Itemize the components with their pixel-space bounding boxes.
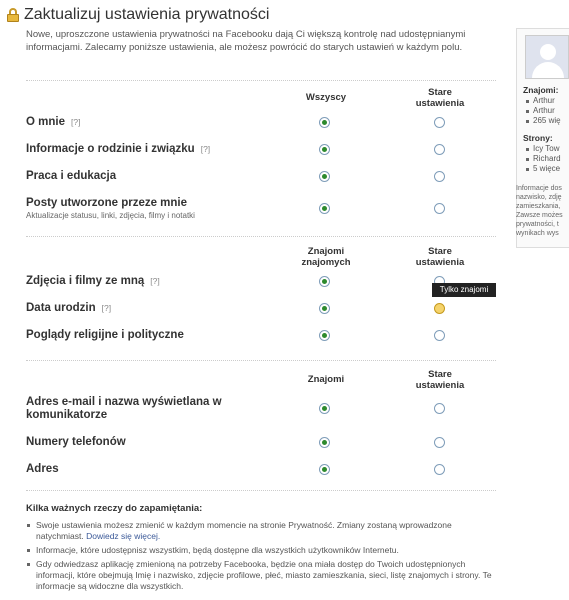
row-about-me: O mnie [?] xyxy=(26,116,81,128)
friend-item[interactable]: Arthur xyxy=(525,96,561,106)
row-sub-text: Aktualizacje statusu, linki, zdjęcia, filmy i notatki xyxy=(26,211,195,220)
row-religious-political: Poglądy religijne i polityczne xyxy=(26,329,184,341)
radio-address-friends[interactable] xyxy=(319,464,330,475)
radio-email-old[interactable] xyxy=(434,403,445,414)
help-link[interactable]: [?] xyxy=(70,117,81,127)
tooltip: Tylko znajomi xyxy=(432,283,496,297)
radio-posts-old[interactable] xyxy=(434,203,445,214)
radio-address-old[interactable] xyxy=(434,464,445,475)
radio-religious-old[interactable] xyxy=(434,330,445,341)
note-item: Informacje, które udostępnisz wszystkim, będą dostępne dla wszystkich użytkowników Internetu. xyxy=(26,545,496,556)
radio-family-everyone[interactable] xyxy=(319,144,330,155)
intro-text: Nowe, uproszczone ustawienia prywatności na Facebooku dają Ci większą kontrolę nad udostępnianymi informacjami. Zalecamy poniższe ustawienia, ale możesz powrócić do starych ustawień w każdym polu. xyxy=(26,29,466,53)
note-item: Swoje ustawienia możesz zmienić w każdym momencie na stronie Prywatność. Zmiany zostaną wprowadzone natychmiast. Dowiedz się więcej. xyxy=(26,520,496,542)
page-item[interactable]: 5 więce xyxy=(525,164,561,174)
note-item: Gdy odwiedzasz aplikację zmienioną na potrzeby Facebooka, będzie ona miała dostęp do Twoich udostępnionych informacji, które obejmują Imię i nazwisko, zdjęcie profilowe, płeć, miasto zamieszkania, sieci, listę znajomych i strony. Te informacje są widoczne dla wszystkich. xyxy=(26,559,496,592)
divider xyxy=(26,360,496,361)
page-item[interactable]: Richard xyxy=(525,154,561,164)
page-item[interactable]: Icy Tow xyxy=(525,144,561,154)
row-family-relationship: Informacje o rodzinie i związku [?] xyxy=(26,143,211,155)
friend-item[interactable]: Arthur xyxy=(525,106,561,116)
row-birthday: Data urodzin [?] xyxy=(26,302,112,314)
radio-birthday-fof[interactable] xyxy=(319,303,330,314)
help-link[interactable]: [?] xyxy=(150,276,160,286)
radio-phone-old[interactable] xyxy=(434,437,445,448)
pages-list xyxy=(525,144,561,174)
col-header-old-settings: Stare ustawienia xyxy=(415,87,465,109)
radio-work-old[interactable] xyxy=(434,171,445,182)
radio-about-me-old[interactable] xyxy=(434,117,445,128)
friends-list xyxy=(525,96,561,126)
radio-family-old[interactable] xyxy=(434,144,445,155)
page-title: Zaktualizuj ustawienia prywatności xyxy=(24,6,270,23)
col-header-friends-of-friends: Znajomi znajomych xyxy=(301,246,351,268)
col-header-old-settings: Stare ustawienia xyxy=(415,369,465,391)
divider xyxy=(26,80,496,81)
col-header-friends: Znajomi xyxy=(307,374,345,385)
notes-title: Kilka ważnych rzeczy do zapamiętania: xyxy=(26,503,203,514)
help-link[interactable]: [?] xyxy=(101,303,112,313)
side-info-text: Informacje dos nazwisko, zdję zamieszkania, Zawsze możes prywatności, t wynikach wys xyxy=(516,185,563,237)
title-bar xyxy=(6,6,269,24)
row-work-education: Praca i edukacja xyxy=(26,170,117,182)
col-header-everyone: Wszyscy xyxy=(305,92,347,103)
row-phone-numbers: Numery telefonów xyxy=(26,436,126,448)
row-email-im: Adres e-mail i nazwa wyświetlana w komunikatorze xyxy=(26,396,222,421)
row-address: Adres xyxy=(26,463,59,475)
friend-item[interactable]: 265 wię xyxy=(525,116,561,126)
lock-icon xyxy=(6,8,20,22)
col-header-old-settings: Stare ustawienia xyxy=(415,246,465,268)
pages-heading: Strony: xyxy=(523,133,553,143)
help-link[interactable]: [?] xyxy=(200,144,211,154)
notes-list xyxy=(26,520,496,595)
row-posts-by-me: Posty utworzone przeze mnie Aktualizacje statusu, linki, zdjęcia, filmy i notatki xyxy=(26,197,195,220)
row-photos-videos: Zdjęcia i filmy ze mną [?] xyxy=(26,275,160,287)
avatar xyxy=(525,35,569,79)
radio-work-everyone[interactable] xyxy=(319,171,330,182)
radio-religious-fof[interactable] xyxy=(319,330,330,341)
radio-phone-friends[interactable] xyxy=(319,437,330,448)
divider xyxy=(26,490,496,491)
radio-posts-everyone[interactable] xyxy=(319,203,330,214)
radio-photos-fof[interactable] xyxy=(319,276,330,287)
divider xyxy=(26,236,496,237)
radio-birthday-old[interactable] xyxy=(434,303,445,314)
radio-email-friends[interactable] xyxy=(319,403,330,414)
radio-about-me-everyone[interactable] xyxy=(319,117,330,128)
learn-more-link[interactable]: Dowiedz się więcej. xyxy=(86,531,161,541)
friends-heading: Znajomi: xyxy=(523,85,559,95)
